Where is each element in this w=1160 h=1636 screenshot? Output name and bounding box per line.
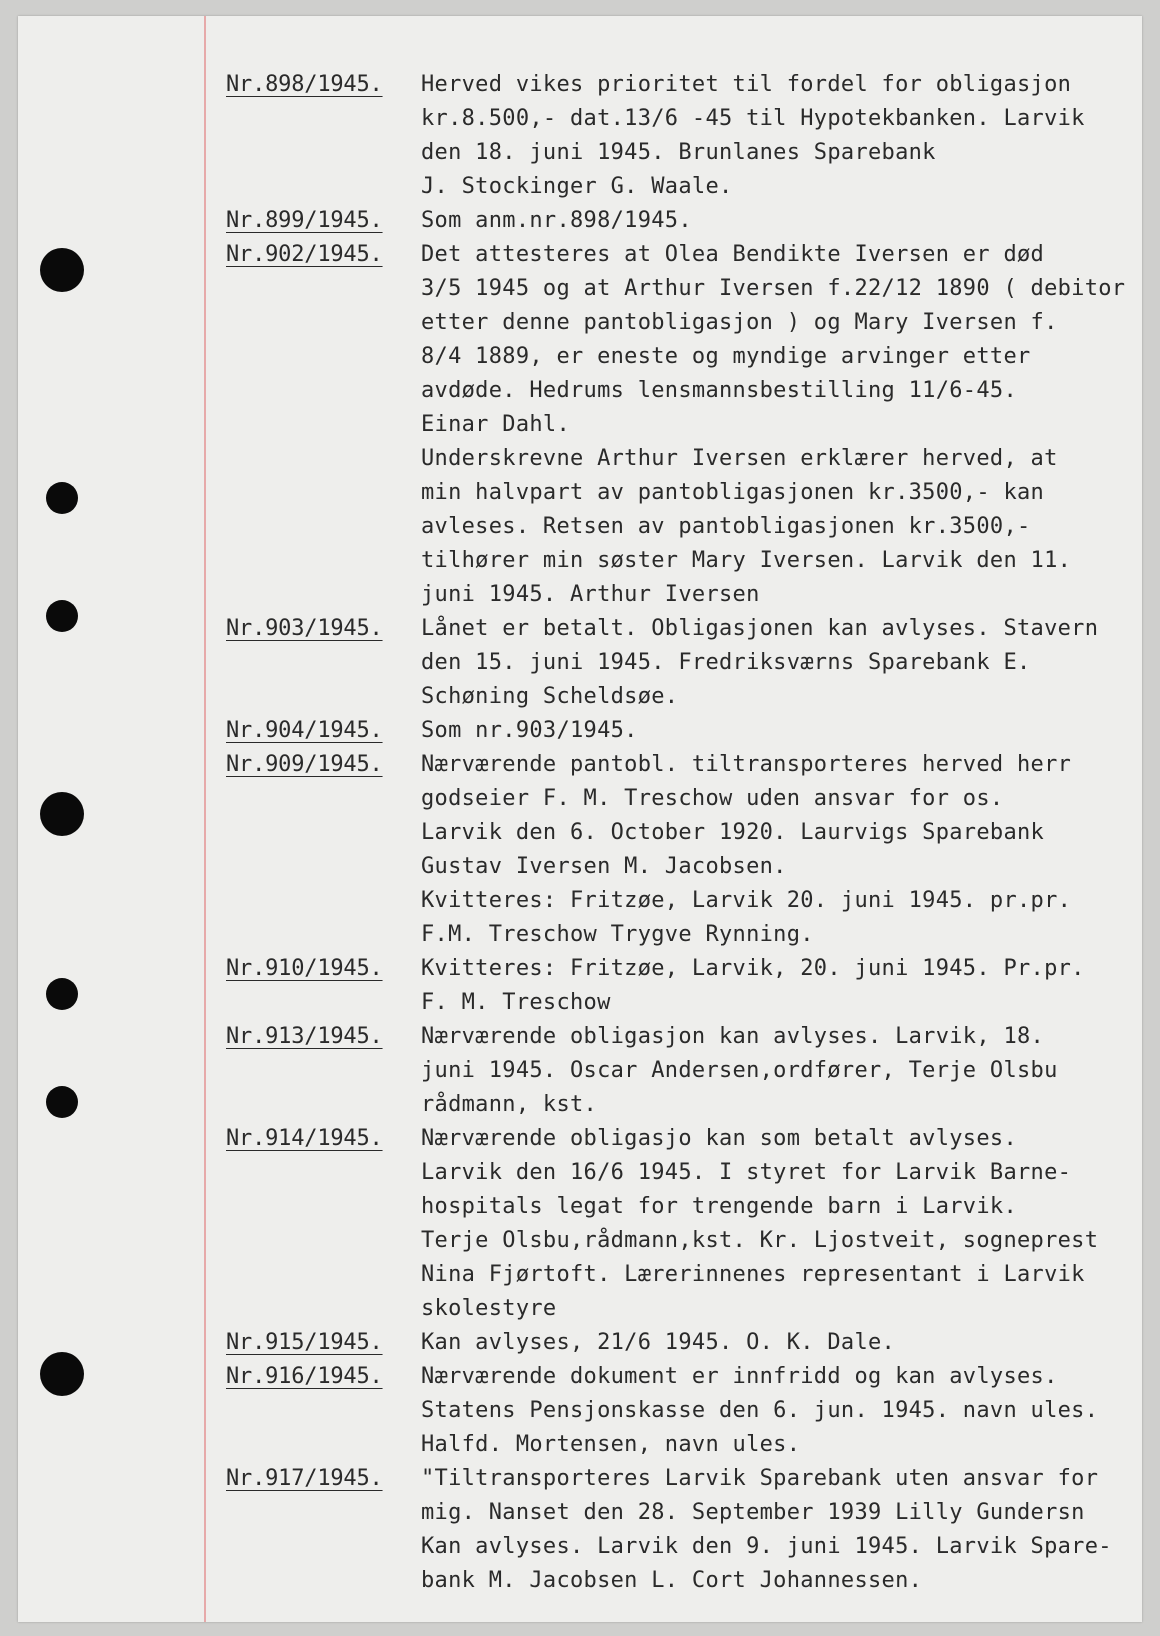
entry-text: Nærværende obligasjo kan som betalt avlyses. [421,1126,1017,1151]
entry-line [18,1156,1142,1190]
entry-text: etter denne pantobligasjon ) og Mary Iversen f. [421,310,1058,335]
entry-text: Lånet er betalt. Obligasjonen kan avlyses. Stavern [421,616,1099,641]
entry-line [18,1122,1142,1156]
entry-line [18,748,1142,782]
entry-text: bank M. Jacobsen L. Cort Johannessen. [421,1568,923,1593]
entry-line [18,918,1142,952]
entry-text: Underskrevne Arthur Iversen erklærer herved, at [421,446,1058,471]
entry-text: juni 1945. Arthur Iversen [421,582,760,607]
entry-line [18,714,1142,748]
entry-text: Kan avlyses. Larvik den 9. juni 1945. Larvik Spare- [421,1534,1112,1559]
entry-text: Herved vikes prioritet til fordel for obligasjon [421,72,1072,97]
entry-number: Nr.913/1945. [226,1024,383,1049]
entry-line [18,1530,1142,1564]
entry-text: mig. Nanset den 28. September 1939 Lilly Gundersn [421,1500,1085,1525]
entry-line [18,340,1142,374]
entry-text: skolestyre [421,1296,557,1321]
entry-line [18,136,1142,170]
entry-line [18,1428,1142,1462]
entry-line [18,170,1142,204]
entry-line [18,1564,1142,1598]
entry-line [18,68,1142,102]
entry-text: Statens Pensjonskasse den 6. jun. 1945. navn ules. [421,1398,1099,1423]
entry-text: Halfd. Mortensen, navn ules. [421,1432,801,1457]
entry-line [18,306,1142,340]
entry-text: 8/4 1889, er eneste og myndige arvinger etter [421,344,1031,369]
entry-line [18,374,1142,408]
entry-number: Nr.914/1945. [226,1126,383,1151]
entry-text: rådmann, kst. [421,1092,598,1117]
entry-text: den 15. juni 1945. Fredriksværns Sparebank E. [421,650,1031,675]
entry-text: hospitals legat for trengende barn i Larvik. [421,1194,1017,1219]
entry-line [18,578,1142,612]
entry-number: Nr.909/1945. [226,752,383,777]
entry-line [18,612,1142,646]
entry-number: Nr.910/1945. [226,956,383,981]
entry-text: F. M. Treschow [421,990,611,1015]
entry-line [18,782,1142,816]
entry-line [18,1054,1142,1088]
entry-number: Nr.915/1945. [226,1330,383,1355]
entry-text: Kvitteres: Fritzøe, Larvik 20. juni 1945. pr.pr. [421,888,1072,913]
entry-text: godseier F. M. Treschow uden ansvar for os. [421,786,1004,811]
entry-line [18,442,1142,476]
entry-text: Nina Fjørtoft. Lærerinnenes representant i Larvik [421,1262,1085,1287]
entry-number: Nr.917/1945. [226,1466,383,1491]
entry-text: "Tiltransporteres Larvik Sparebank uten ansvar for [421,1466,1099,1491]
entry-line [18,1224,1142,1258]
entry-number: Nr.903/1945. [226,616,383,641]
entry-number: Nr.899/1945. [226,208,383,233]
entry-text: avleses. Retsen av pantobligasjonen kr.3500,- [421,514,1031,539]
entry-list [18,16,1142,1622]
entry-line [18,1394,1142,1428]
entry-line [18,1088,1142,1122]
entry-line [18,272,1142,306]
entry-text: F.M. Treschow Trygve Rynning. [421,922,814,947]
entry-text: tilhører min søster Mary Iversen. Larvik den 11. [421,548,1072,573]
entry-text: Kvitteres: Fritzøe, Larvik, 20. juni 1945. Pr.pr. [421,956,1085,981]
entry-line [18,1496,1142,1530]
entry-line [18,1360,1142,1394]
entry-line [18,986,1142,1020]
entry-text: 3/5 1945 og at Arthur Iversen f.22/12 1890 ( debitor [421,276,1126,301]
entry-text: Som nr.903/1945. [421,718,638,743]
entry-line [18,884,1142,918]
entry-number: Nr.902/1945. [226,242,383,267]
entry-text: den 18. juni 1945. Brunlanes Sparebank [421,140,936,165]
entry-line [18,1190,1142,1224]
entry-text: Nærværende pantobl. tiltransporteres herved herr [421,752,1072,777]
entry-line [18,408,1142,442]
entry-text: Kan avlyses, 21/6 1945. O. K. Dale. [421,1330,896,1355]
entry-text: Larvik den 16/6 1945. I styret for Larvik Barne- [421,1160,1072,1185]
entry-text: min halvpart av pantobligasjonen kr.3500,- kan [421,480,1045,505]
entry-line [18,680,1142,714]
entry-text: Schøning Scheldsøe. [421,684,679,709]
entry-number: Nr.904/1945. [226,718,383,743]
entry-number: Nr.916/1945. [226,1364,383,1389]
entry-text: Nærværende obligasjon kan avlyses. Larvik, 18. [421,1024,1045,1049]
entry-text: kr.8.500,- dat.13/6 -45 til Hypotekbanken. Larvik [421,106,1085,131]
entry-text: juni 1945. Oscar Andersen,ordfører, Terje Olsbu [421,1058,1058,1083]
entry-text: Nærværende dokument er innfridd og kan avlyses. [421,1364,1058,1389]
entry-line [18,510,1142,544]
entry-line [18,952,1142,986]
entry-text: avdøde. Hedrums lensmannsbestilling 11/6-45. [421,378,1017,403]
entry-line [18,1292,1142,1326]
entry-line [18,238,1142,272]
entry-text: Larvik den 6. October 1920. Laurvigs Sparebank [421,820,1045,845]
entry-text: Einar Dahl. [421,412,570,437]
entry-text: J. Stockinger G. Waale. [421,174,733,199]
entry-line [18,476,1142,510]
entry-line [18,850,1142,884]
entry-line [18,1258,1142,1292]
entry-line [18,1326,1142,1360]
document-page [18,16,1142,1622]
entry-line [18,544,1142,578]
entry-line [18,1020,1142,1054]
entry-line [18,1462,1142,1496]
entry-text: Gustav Iversen M. Jacobsen. [421,854,787,879]
entry-text: Det attesteres at Olea Bendikte Iversen er død [421,242,1045,267]
entry-line [18,204,1142,238]
entry-line [18,816,1142,850]
entry-line [18,102,1142,136]
entry-text: Terje Olsbu,rådmann,kst. Kr. Ljostveit, sogneprest [421,1228,1099,1253]
entry-text: Som anm.nr.898/1945. [421,208,692,233]
entry-line [18,646,1142,680]
entry-number: Nr.898/1945. [226,72,383,97]
